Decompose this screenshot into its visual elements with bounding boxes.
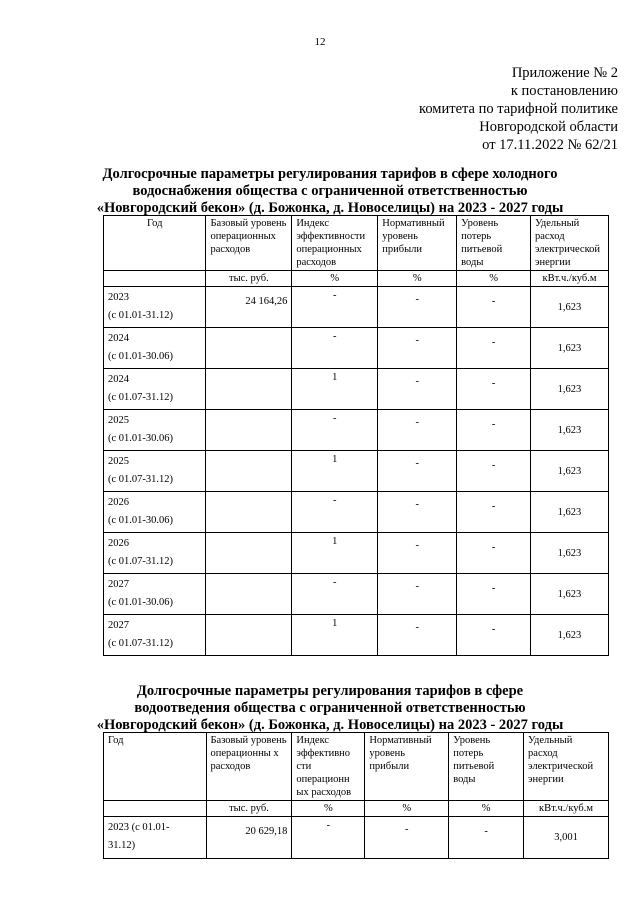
electricity-cell: 1,623 [530,328,608,369]
unit-row [104,271,609,287]
header-cell: Нормативный уровень прибыли [365,733,449,801]
table1-title [30,166,630,217]
header-cell: Уровень потерь питьевой воды [449,733,524,801]
unit-cell: % [449,801,524,817]
efficiency-index-cell: - [292,574,378,615]
electricity-cell: 1,623 [530,574,608,615]
unit-cell [104,801,207,817]
base-cost-cell [206,615,292,656]
losses-cell: - [457,492,531,533]
header-cell: Удельный расход электрической энергии [530,216,608,271]
period-label: (с 01.07-31.12) [108,392,174,403]
year-label: 2024 [108,374,129,385]
base-cost-cell [206,328,292,369]
profit-cell: - [378,615,457,656]
losses-cell: - [457,287,531,328]
profit-cell: - [378,574,457,615]
base-cost-cell [206,492,292,533]
year-label: 2025 [108,456,129,467]
electricity-cell: 1,623 [530,410,608,451]
electricity-cell: 1,623 [530,451,608,492]
year-label: 2027 [108,579,129,590]
base-cost-cell [206,574,292,615]
base-cost-cell [206,410,292,451]
efficiency-index-cell: 1 [292,369,378,410]
electricity-cell: 1,623 [530,369,608,410]
losses-cell: - [449,817,524,859]
period-label: (с 01.07-31.12) [108,474,174,485]
table-row [104,492,609,533]
unit-cell: % [378,271,457,287]
electricity-cell: 1,623 [530,492,608,533]
year-cell [104,287,206,328]
period-label: (с 01.01-30.06) [108,433,174,444]
losses-cell: - [457,574,531,615]
losses-cell: - [457,410,531,451]
year-label: 2027 [108,620,129,631]
base-cost-cell [206,369,292,410]
period-label: (с 01.07-31.12) [108,556,174,567]
table-row [104,328,609,369]
period-label: (с 01.01-31.12) [108,310,174,321]
base-cost-cell: 24 164,26 [206,287,292,328]
unit-cell [104,271,206,287]
year-cell [104,451,206,492]
unit-cell: % [292,801,365,817]
unit-cell: тыс. руб. [206,271,292,287]
base-cost-cell [206,451,292,492]
title-line: «Новгородский бекон» (д. Божонка, д. Новоселицы) на 2023 - 2027 годы [96,717,564,733]
efficiency-index-cell: - [292,328,378,369]
appendix-block [419,64,618,154]
electricity-cell: 1,623 [530,533,608,574]
unit-cell: кВт.ч./куб.м [524,801,609,817]
electricity-cell: 1,623 [530,287,608,328]
year-cell [104,369,206,410]
table-row [104,817,609,859]
header-cell: Удельный расход электрической энергии [524,733,609,801]
year-cell [104,533,206,574]
base-cost-cell: 20 629,18 [206,817,292,859]
period-label: (с 01.01-30.06) [108,351,174,362]
unit-row [104,801,609,817]
profit-cell: - [378,492,457,533]
electricity-cell: 3,001 [524,817,609,859]
losses-cell: - [457,533,531,574]
year-label: 2025 [108,415,129,426]
header-cell: Год [104,216,206,271]
period-label: 31.12) [108,840,136,851]
profit-cell: - [378,533,457,574]
header-cell: Нормативный уровень прибыли [378,216,457,271]
year-label: 2026 [108,538,129,549]
period-label: (с 01.07-31.12) [108,638,174,649]
title-line: «Новгородский бекон» (д. Божонка, д. Новоселицы) на 2023 - 2027 годы [96,200,564,216]
header-cell: Уровень потерь питьевой воды [457,216,531,271]
table-row [104,615,609,656]
title-line: Долгосрочные параметры регулирования тарифов в сфере холодного [102,166,558,182]
losses-cell: - [457,451,531,492]
header-cell: Индекс эффективно сти операционн ых расходов [292,733,365,801]
unit-cell: % [457,271,531,287]
profit-cell: - [378,451,457,492]
efficiency-index-cell: - [292,410,378,451]
table-row [104,369,609,410]
header-row [104,216,609,271]
efficiency-index-cell: 1 [292,451,378,492]
table1 [103,215,609,656]
unit-cell: % [292,271,378,287]
year-cell [104,492,206,533]
unit-cell: кВт.ч./куб.м [530,271,608,287]
table2-title [30,683,630,734]
unit-cell: тыс. руб. [206,801,292,817]
header-cell: Базовый уровень операционны х расходов [206,733,292,801]
period-label: (с 01.01-30.06) [108,515,174,526]
year-cell [104,410,206,451]
profit-cell: - [365,817,449,859]
title-line: водоснабжения общества с ограниченной ответственностью [132,183,528,199]
header-cell: Год [104,733,207,801]
table-row [104,533,609,574]
table-row [104,410,609,451]
efficiency-index-cell: - [292,287,378,328]
year-label: 2026 [108,497,129,508]
appendix-line: Новгородской области [479,119,618,135]
year-label: 2024 [108,333,129,344]
appendix-line: комитета по тарифной политике [419,101,618,117]
profit-cell: - [378,410,457,451]
losses-cell: - [457,615,531,656]
header-cell: Индекс эффективности операционных расходов [292,216,378,271]
title-line: Долгосрочные параметры регулирования тарифов в сфере [136,683,524,699]
base-cost-cell [206,533,292,574]
profit-cell: - [378,369,457,410]
period-label: (с 01.01-30.06) [108,597,174,608]
electricity-cell: 1,623 [530,615,608,656]
table-row [104,574,609,615]
appendix-line: к постановлению [510,83,618,99]
efficiency-index-cell: - [292,492,378,533]
year-cell [104,328,206,369]
profit-cell: - [378,287,457,328]
efficiency-index-cell: 1 [292,533,378,574]
header-cell: Базовый уровень операционных расходов [206,216,292,271]
table-row [104,451,609,492]
year-cell [104,817,207,859]
appendix-line: от 17.11.2022 № 62/21 [482,137,618,153]
losses-cell: - [457,369,531,410]
appendix-line: Приложение № 2 [511,65,618,81]
unit-cell: % [365,801,449,817]
year-cell [104,574,206,615]
year-cell [104,615,206,656]
table-row [104,287,609,328]
title-line: водоотведения общества с ограниченной ответственностью [134,700,526,716]
year-label: 2023 (с 01.01- [108,822,170,833]
table2 [103,732,609,859]
header-row [104,733,609,801]
profit-cell: - [378,328,457,369]
efficiency-index-cell: 1 [292,615,378,656]
page-number: 12 [314,36,326,48]
year-label: 2023 [108,292,129,303]
losses-cell: - [457,328,531,369]
efficiency-index-cell: - [292,817,365,859]
